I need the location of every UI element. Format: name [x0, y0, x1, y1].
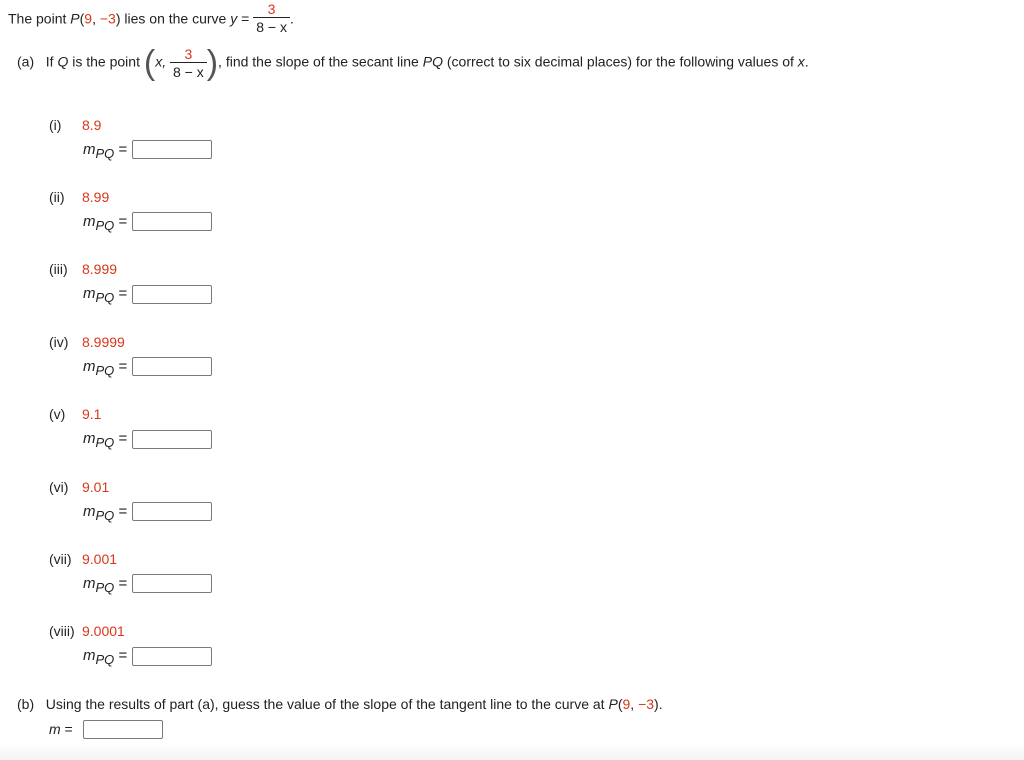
- pq-subscript: PQ: [95, 146, 115, 161]
- m-symbol: m: [49, 721, 61, 737]
- point-p-x: 9: [622, 696, 631, 712]
- fraction-numerator: 3: [184, 46, 193, 62]
- item-label: [49, 479, 109, 495]
- item-x-value: 9.001: [82, 551, 118, 567]
- item-x-value: 9.01: [82, 479, 110, 495]
- m-symbol: m: [83, 430, 96, 447]
- item-label: [49, 334, 125, 350]
- part-a-text: , find the slope of the secant line: [218, 53, 423, 70]
- equals-sign: =: [114, 213, 128, 230]
- m-symbol: m: [83, 575, 96, 592]
- pq-subscript: PQ: [95, 218, 115, 233]
- pq-subscript: PQ: [95, 363, 115, 378]
- item-x-value: 9.0001: [82, 623, 125, 639]
- slope-label: [83, 647, 128, 667]
- item-label: [49, 261, 117, 277]
- equals-sign: =: [114, 575, 128, 592]
- item-label: [49, 117, 101, 133]
- part-a-text: If: [45, 53, 58, 70]
- right-paren: ): [206, 44, 219, 82]
- equals-sign: =: [114, 141, 128, 158]
- part-b-text: Using the results of part (a), guess the value of the slope of the tangent line to the curve at: [45, 696, 609, 712]
- item-x-value: 8.9999: [82, 334, 125, 350]
- fraction-denominator: 8 − x: [253, 17, 290, 34]
- item-label: [49, 623, 125, 639]
- equals-sign: =: [60, 721, 73, 737]
- slope-answer-input-ii[interactable]: [132, 212, 212, 231]
- point-p-y: −3: [638, 696, 655, 712]
- slope-label: [83, 503, 128, 523]
- slope-answer-input-v[interactable]: [132, 430, 212, 449]
- period: .: [289, 10, 294, 27]
- item-roman: (v): [49, 406, 66, 422]
- equals-sign: =: [114, 285, 128, 302]
- slope-answer-input-iv[interactable]: [132, 357, 212, 376]
- point-p-x: 9: [84, 10, 93, 27]
- point-q-fraction: [170, 47, 207, 79]
- m-symbol: m: [83, 503, 96, 520]
- equals-sign: =: [114, 430, 128, 447]
- m-symbol: m: [83, 213, 96, 230]
- paren: ).: [654, 696, 663, 712]
- item-label: [49, 189, 109, 205]
- item-x-value: 9.1: [82, 406, 102, 422]
- comma: ,: [92, 10, 100, 27]
- fraction-numerator: 3: [267, 1, 276, 17]
- item-label: [49, 551, 117, 567]
- point-p-label: P: [608, 696, 618, 712]
- point-p-label: P: [70, 10, 80, 27]
- item-roman: (viii): [49, 623, 75, 639]
- item-roman: (vi): [49, 479, 69, 495]
- paren: ): [115, 10, 121, 27]
- fraction-denominator: 8 − x: [170, 62, 207, 79]
- period: .: [804, 53, 809, 70]
- statement-text: lies on the curve: [120, 10, 231, 27]
- point-q-label: Q: [57, 53, 69, 70]
- slope-answer-input-iii[interactable]: [132, 285, 212, 304]
- part-b-label: (b): [17, 696, 35, 712]
- part-a-question: [17, 46, 809, 80]
- slope-label: [83, 141, 128, 161]
- slope-label: [83, 575, 128, 595]
- equals-sign: =: [237, 10, 254, 27]
- equals-sign: =: [114, 647, 128, 664]
- item-x-value: 8.9: [82, 117, 102, 133]
- comma: ,: [630, 696, 639, 712]
- y-variable: y: [230, 10, 238, 27]
- slope-label: [83, 213, 128, 233]
- item-x-value: 8.999: [82, 261, 118, 277]
- equals-sign: =: [114, 503, 128, 520]
- slope-answer-input-viii[interactable]: [132, 647, 212, 666]
- part-b-question: [17, 696, 663, 712]
- tangent-slope-label: [49, 721, 73, 737]
- paren: (: [617, 696, 623, 712]
- slope-label: [83, 358, 128, 378]
- problem-statement: [8, 1, 294, 36]
- pq-subscript: PQ: [95, 290, 115, 305]
- part-a-label: (a): [17, 53, 35, 70]
- slope-answer-input-vii[interactable]: [132, 574, 212, 593]
- point-p-y: −3: [99, 10, 116, 27]
- item-roman: (ii): [49, 189, 65, 205]
- slope-label: [83, 285, 128, 305]
- pq-subscript: PQ: [95, 580, 115, 595]
- slope-answer-input-vi[interactable]: [132, 502, 212, 521]
- paren: (: [79, 10, 85, 27]
- m-symbol: m: [83, 141, 96, 158]
- pq-subscript: PQ: [95, 652, 115, 667]
- curve-fraction: [253, 2, 290, 34]
- slope-answer-input-i[interactable]: [132, 140, 212, 159]
- item-label: [49, 406, 101, 422]
- x-variable: x,: [155, 53, 167, 70]
- page-bottom-edge: [0, 742, 1024, 760]
- item-roman: (iv): [49, 334, 69, 350]
- item-roman: (vii): [49, 551, 72, 567]
- part-a-text: is the point: [68, 53, 140, 70]
- pq-subscript: PQ: [95, 508, 115, 523]
- tangent-slope-answer-input[interactable]: [83, 720, 163, 739]
- x-variable: x: [797, 53, 805, 70]
- m-symbol: m: [83, 647, 96, 664]
- equals-sign: =: [114, 358, 128, 375]
- item-roman: (iii): [49, 261, 68, 277]
- item-roman: (i): [49, 117, 62, 133]
- m-symbol: m: [83, 285, 96, 302]
- part-a-text: (correct to six decimal places) for the following values of: [442, 53, 798, 70]
- m-symbol: m: [83, 358, 96, 375]
- item-x-value: 8.99: [82, 189, 110, 205]
- slope-label: [83, 430, 128, 450]
- statement-text: The point: [8, 10, 71, 27]
- left-paren: (: [143, 44, 156, 82]
- pq-subscript: PQ: [95, 435, 115, 450]
- secant-pq-label: PQ: [422, 53, 443, 70]
